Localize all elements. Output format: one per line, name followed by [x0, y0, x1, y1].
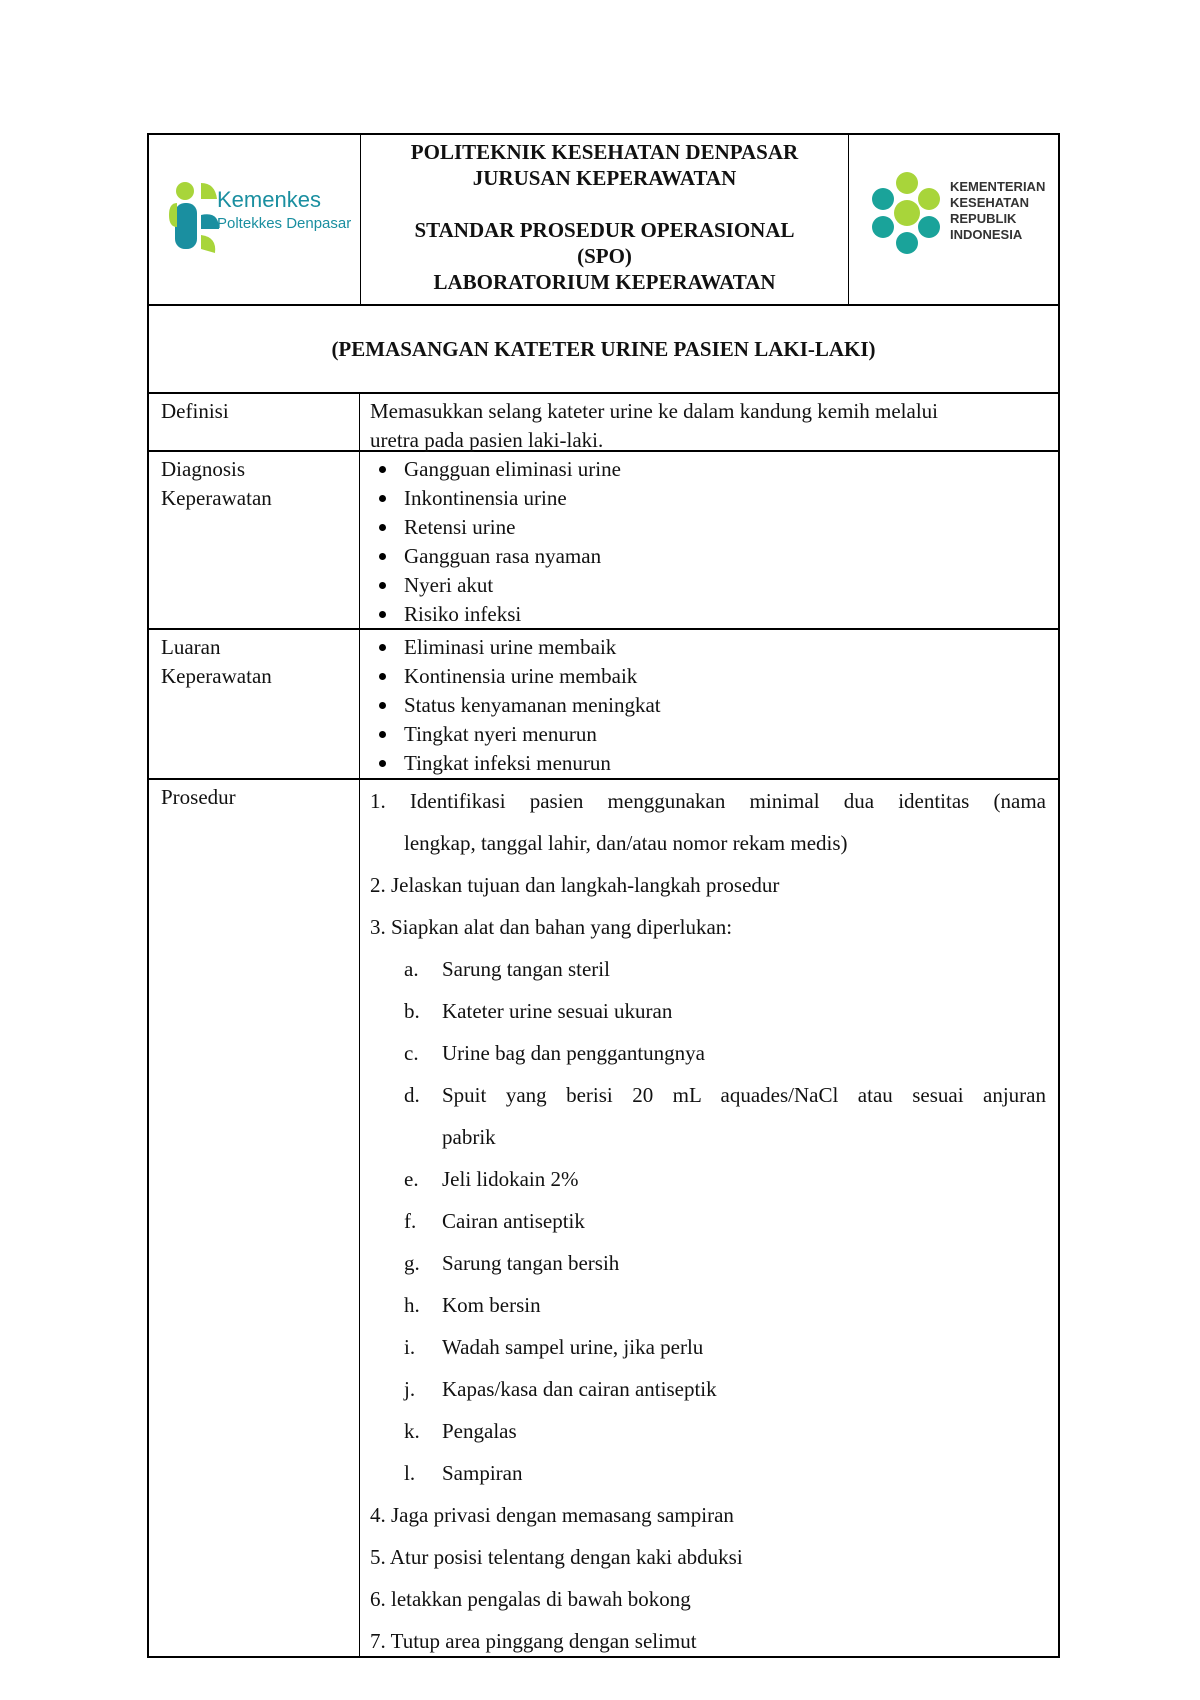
kemenkes-logo-mark-icon [149, 135, 360, 304]
document-abbreviation: (SPO) [577, 244, 632, 268]
procedure-step: 7. Tutup area pinggang dengan selimut [370, 1629, 697, 1653]
list-item: Retensi urine [370, 513, 1046, 542]
diagnosis-label-line: Diagnosis [161, 457, 245, 481]
list-item: Kontinensia urine membaik [370, 662, 1046, 691]
procedure-step: 4. Jaga privasi dengan memasang sampiran [370, 1503, 734, 1527]
svg-text:Poltekkes Denpasar: Poltekkes Denpasar [217, 215, 352, 232]
svg-text:KEMENTERIAN: KEMENTERIAN [950, 179, 1046, 194]
tool-item: a. Sarung tangan steril [404, 957, 610, 981]
list-item: Inkontinensia urine [370, 484, 1046, 513]
document-header [149, 135, 1058, 306]
lab-name: LABORATORIUM KEPERAWATAN [433, 270, 776, 294]
luaran-label-line: Luaran [161, 635, 221, 659]
prosedur-label: Prosedur [149, 780, 360, 1656]
tool-item: k. Pengalas [404, 1419, 517, 1443]
tool-item: e. Jeli lidokain 2% [404, 1167, 579, 1191]
procedure-step: 6. letakkan pengalas di bawah bokong [370, 1587, 691, 1611]
bullet-icon [370, 455, 404, 484]
diagnosis-label [149, 452, 360, 628]
diagnosis-list [361, 452, 1058, 628]
definisi-label: Definisi [149, 394, 360, 450]
tool-item: f. Cairan antiseptik [404, 1209, 585, 1233]
list-item: Status kenyamanan meningkat [370, 691, 1046, 720]
list-item: Risiko infeksi [370, 600, 1046, 629]
procedure-step: 5. Atur posisi telentang dengan kaki abduksi [370, 1545, 743, 1569]
tool-item-continued: pabrik [442, 1125, 496, 1149]
svg-text:Kemenkes: Kemenkes [217, 187, 321, 212]
row-definisi [149, 394, 1058, 452]
institution-name: POLITEKNIK KESEHATAN DENPASAR [410, 140, 799, 164]
row-prosedur [149, 780, 1058, 1656]
procedure-step: 1. Identifikasi pasien menggunakan minimal dua identitas (nama [370, 789, 1046, 813]
tool-item: g. Sarung tangan bersih [404, 1251, 620, 1275]
list-item: Eliminasi urine membaik [370, 633, 1046, 662]
row-diagnosis [149, 452, 1058, 630]
tool-item: c. Urine bag dan penggantungnya [404, 1041, 706, 1065]
tool-item: l. Sampiran [404, 1461, 523, 1485]
header-title-block [361, 135, 848, 304]
tool-item: b. Kateter urine sesuai ukuran [404, 999, 673, 1023]
bullet-icon [370, 600, 404, 629]
bullet-icon [370, 749, 404, 778]
list-item: Gangguan rasa nyaman [370, 542, 1046, 571]
document-type: STANDAR PROSEDUR OPERASIONAL [414, 218, 795, 242]
svg-text:KESEHATAN: KESEHATAN [950, 195, 1029, 210]
luaran-label-line: Keperawatan [161, 664, 272, 688]
list-item: Tingkat nyeri menurun [370, 720, 1046, 749]
list-item: Nyeri akut [370, 571, 1046, 600]
procedure-step-continued: lengkap, tanggal lahir, dan/atau nomor rekam medis) [404, 831, 848, 855]
bullet-icon [370, 542, 404, 571]
list-item: Gangguan eliminasi urine [370, 455, 1046, 484]
tool-item: d. Spuit yang berisi 20 mL aquades/NaCl atau sesuai anjuran [404, 1083, 1046, 1107]
bullet-icon [370, 662, 404, 691]
definisi-text [361, 394, 1058, 450]
kemenkes-ri-logo-mark-icon [849, 135, 1059, 304]
procedure-title: (PEMASANGAN KATETER URINE PASIEN LAKI-LAKI) [149, 306, 1058, 394]
department-name: JURUSAN KEPERAWATAN [472, 166, 737, 190]
procedure-step: 2. Jelaskan tujuan dan langkah-langkah prosedur [370, 873, 780, 897]
poltekkes-logo [149, 135, 361, 304]
bullet-icon [370, 691, 404, 720]
list-item: Tingkat infeksi menurun [370, 749, 1046, 778]
bullet-icon [370, 633, 404, 662]
svg-text:REPUBLIK: REPUBLIK [950, 211, 1017, 226]
bullet-icon [370, 571, 404, 600]
row-luaran [149, 630, 1058, 780]
luaran-list [361, 630, 1058, 778]
svg-text:INDONESIA: INDONESIA [950, 227, 1023, 242]
kementerian-logo [848, 135, 1059, 304]
luaran-label [149, 630, 360, 778]
procedure-step: 3. Siapkan alat dan bahan yang diperlukan: [370, 915, 733, 939]
tool-item: j. Kapas/kasa dan cairan antiseptik [404, 1377, 717, 1401]
tool-item: h. Kom bersin [404, 1293, 541, 1317]
bullet-icon [370, 513, 404, 542]
definisi-line: Memasukkan selang kateter urine ke dalam kandung kemih melalui [370, 399, 938, 423]
prosedur-steps [361, 780, 1058, 1656]
tool-item: i. Wadah sampel urine, jika perlu [404, 1335, 704, 1359]
definisi-line: uretra pada pasien laki-laki. [370, 428, 604, 452]
spo-document [147, 133, 1060, 1658]
bullet-icon [370, 720, 404, 749]
diagnosis-label-line: Keperawatan [161, 486, 272, 510]
bullet-icon [370, 484, 404, 513]
